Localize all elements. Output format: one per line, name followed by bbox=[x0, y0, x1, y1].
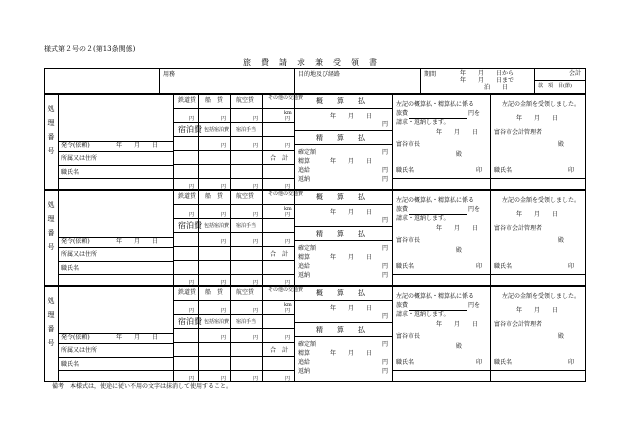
receiver-seal: 印 bbox=[568, 359, 575, 366]
request-block bbox=[44, 286, 586, 382]
yen-unit: 円 bbox=[221, 308, 227, 314]
mayor-honorific: 殿 bbox=[456, 343, 463, 350]
additional-payment-label: 追給 bbox=[298, 263, 311, 270]
km-unit: km bbox=[284, 110, 292, 116]
ship-fare-label: 船 賃 bbox=[205, 193, 224, 200]
confirmed-yen: 円 bbox=[382, 149, 389, 156]
yen-unit: 円 bbox=[253, 239, 259, 245]
request-date: 年 月 日 bbox=[436, 321, 479, 328]
yen-unit: 円 bbox=[189, 280, 195, 286]
accountant-label: 富谷市会計管理者 bbox=[494, 321, 543, 328]
yen-unit: 円 bbox=[221, 143, 227, 149]
seal-mark: 印 bbox=[476, 263, 483, 270]
refund-label: 返納 bbox=[298, 176, 311, 183]
process-number-label: 処 理 番 号 bbox=[47, 201, 55, 251]
km-unit: km bbox=[284, 302, 292, 308]
name-label: 職氏名 bbox=[61, 361, 80, 368]
issue-label: 発令(依頼) bbox=[61, 238, 90, 245]
yen-unit: 円 bbox=[253, 280, 259, 286]
process-number-label: 処 理 番 号 bbox=[47, 105, 55, 155]
accountant-honorific: 殿 bbox=[558, 333, 565, 340]
settlement-label: 精 算 払 bbox=[316, 134, 365, 142]
issue-date: 年 月 日 bbox=[116, 238, 159, 245]
air-fare-label: 航空賃 bbox=[236, 193, 255, 200]
yen-unit: 円 bbox=[285, 335, 291, 341]
confirmed-amount-label: 確定額 bbox=[298, 245, 317, 252]
process-number-label: 処 理 番 号 bbox=[47, 297, 55, 347]
purpose-label: 用務 bbox=[163, 71, 176, 78]
travel-expense-label: 旅費 bbox=[396, 110, 409, 117]
issue-date: 年 月 日 bbox=[116, 334, 159, 341]
yen-unit: 円 bbox=[253, 212, 259, 218]
dept-label: 所属又は住所 bbox=[61, 155, 98, 162]
refund-yen: 円 bbox=[382, 368, 389, 375]
name-label: 職氏名 bbox=[61, 265, 80, 272]
yen-unit: 円 bbox=[253, 376, 259, 382]
settlement-label: 精 算 払 bbox=[316, 326, 365, 334]
receiver-name-label: 職氏名 bbox=[494, 359, 513, 366]
refund-yen: 円 bbox=[382, 272, 389, 279]
yen-unit: 円 bbox=[285, 308, 291, 314]
applicant-name-label: 職氏名 bbox=[396, 167, 415, 174]
accountant-honorific: 殿 bbox=[558, 141, 565, 148]
destination-label: 目的地及び経路 bbox=[298, 71, 341, 78]
dept-label: 所属又は住所 bbox=[61, 251, 98, 258]
period-to: 年 月 日まで bbox=[460, 77, 515, 84]
advance-payment-label: 概 算 払 bbox=[316, 97, 365, 105]
confirmed-amount-label: 確定額 bbox=[298, 341, 317, 348]
yen-unit: 円 bbox=[189, 308, 195, 314]
travel-expense-label: 旅費 bbox=[396, 206, 409, 213]
yen-unit: 円 bbox=[285, 376, 291, 382]
meal-allowance-label: 宿泊手当 bbox=[236, 319, 257, 325]
request-return-text: 請求・返納します。 bbox=[396, 215, 450, 222]
yen-unit: 円 bbox=[189, 116, 195, 122]
lodging-sub-label: 包括宿泊費 bbox=[204, 223, 230, 229]
form-id: 様式第２号の２(第13条関係) bbox=[44, 45, 136, 53]
rail-fare-label: 鉄道賃 bbox=[178, 193, 197, 200]
other-transport-label: その他の交通費 bbox=[268, 287, 304, 293]
additional-yen: 円 bbox=[382, 263, 389, 270]
receiver-name-label: 職氏名 bbox=[494, 263, 513, 270]
yen-unit: 円 bbox=[221, 184, 227, 190]
request-statement: 左記の概算払・精算払に係る bbox=[396, 101, 475, 108]
yen-unit: 円 bbox=[189, 376, 195, 382]
yen-unit: 円 bbox=[253, 308, 259, 314]
air-fare-label: 航空賃 bbox=[236, 97, 255, 104]
advance-yen: 円 bbox=[382, 121, 389, 128]
settlement-date: 年 月 日 bbox=[330, 158, 373, 165]
yen-unit: 円 bbox=[221, 376, 227, 382]
request-statement: 左記の概算払・精算払に係る bbox=[396, 293, 475, 300]
mayor-honorific: 殿 bbox=[456, 247, 463, 254]
lodging-label: 宿泊費 bbox=[178, 125, 202, 134]
page-title: 旅 費 請 求 兼 受 領 書 bbox=[243, 58, 378, 67]
receiver-name-label: 職氏名 bbox=[494, 167, 513, 174]
yen-unit: 円 bbox=[189, 184, 195, 190]
other-transport-label: その他の交通費 bbox=[268, 191, 304, 197]
yen-unit: 円 bbox=[221, 212, 227, 218]
yen-unit: 円 bbox=[221, 116, 227, 122]
advance-payment-label: 概 算 払 bbox=[316, 289, 365, 297]
period-from: 年 月 日から bbox=[460, 70, 515, 77]
subtotal-label: 合 計 bbox=[270, 251, 289, 258]
subtotal-label: 合 計 bbox=[270, 347, 289, 354]
settlement-amount-label: 精算 bbox=[298, 158, 311, 165]
advance-payment-label: 概 算 払 bbox=[316, 193, 365, 201]
dept-label: 所属又は住所 bbox=[61, 347, 98, 354]
settlement-amount-label: 精算 bbox=[298, 350, 311, 357]
mayor-label: 富谷市長 bbox=[396, 141, 421, 148]
accountant-honorific: 殿 bbox=[558, 237, 565, 244]
rail-fare-label: 鉄道賃 bbox=[178, 289, 197, 296]
settlement-amount-label: 精算 bbox=[298, 254, 311, 261]
yen-unit: 円 bbox=[285, 239, 291, 245]
header-row bbox=[44, 68, 586, 94]
rail-fare-label: 鉄道賃 bbox=[178, 97, 197, 104]
request-yen: 円を bbox=[468, 302, 481, 309]
yen-unit: 円 bbox=[253, 184, 259, 190]
request-date: 年 月 日 bbox=[436, 129, 479, 136]
yen-unit: 円 bbox=[189, 212, 195, 218]
confirmed-amount-label: 確定額 bbox=[298, 149, 317, 156]
air-fare-label: 航空賃 bbox=[236, 289, 255, 296]
yen-unit: 円 bbox=[285, 212, 291, 218]
request-return-text: 請求・返納します。 bbox=[396, 119, 450, 126]
confirmed-yen: 円 bbox=[382, 245, 389, 252]
lodging-sub-label: 包括宿泊費 bbox=[204, 319, 230, 325]
additional-yen: 円 bbox=[382, 359, 389, 366]
ship-fare-label: 船 賃 bbox=[205, 97, 224, 104]
yen-unit: 円 bbox=[285, 184, 291, 190]
yen-unit: 円 bbox=[221, 335, 227, 341]
yen-unit: 円 bbox=[221, 239, 227, 245]
mayor-label: 富谷市長 bbox=[396, 237, 421, 244]
receipt-statement: 左記の金額を受領しました。 bbox=[502, 101, 581, 108]
yen-unit: 円 bbox=[253, 143, 259, 149]
lodging-label: 宿泊費 bbox=[178, 317, 202, 326]
issue-label: 発令(依頼) bbox=[61, 142, 90, 149]
receipt-statement: 左記の金額を受領しました。 bbox=[502, 197, 581, 204]
receiver-seal: 印 bbox=[568, 263, 575, 270]
issue-label: 発令(依頼) bbox=[61, 334, 90, 341]
advance-date: 年 月 日 bbox=[330, 209, 373, 216]
km-unit: km bbox=[284, 206, 292, 212]
accountant-label: 富谷市会計管理者 bbox=[494, 225, 543, 232]
additional-yen: 円 bbox=[382, 167, 389, 174]
total-label: 会計 bbox=[569, 70, 582, 77]
receipt-date: 年 月 日 bbox=[516, 307, 559, 314]
receipt-date: 年 月 日 bbox=[516, 115, 559, 122]
request-date: 年 月 日 bbox=[436, 225, 479, 232]
additional-payment-label: 追給 bbox=[298, 167, 311, 174]
lodging-label: 宿泊費 bbox=[178, 221, 202, 230]
yen-unit: 円 bbox=[285, 143, 291, 149]
applicant-name-label: 職氏名 bbox=[396, 263, 415, 270]
travel-expense-label: 旅費 bbox=[396, 302, 409, 309]
receipt-statement: 左記の金額を受領しました。 bbox=[502, 293, 581, 300]
request-return-text: 請求・返納します。 bbox=[396, 311, 450, 318]
advance-yen: 円 bbox=[382, 217, 389, 224]
yen-unit: 円 bbox=[285, 280, 291, 286]
seal-mark: 印 bbox=[476, 359, 483, 366]
yen-unit: 円 bbox=[285, 116, 291, 122]
mayor-label: 富谷市長 bbox=[396, 333, 421, 340]
nights-days: 泊 日 bbox=[484, 84, 509, 91]
yen-unit: 円 bbox=[221, 280, 227, 286]
confirmed-yen: 円 bbox=[382, 341, 389, 348]
advance-date: 年 月 日 bbox=[330, 113, 373, 120]
applicant-name-label: 職氏名 bbox=[396, 359, 415, 366]
receipt-date: 年 月 日 bbox=[516, 211, 559, 218]
additional-payment-label: 追給 bbox=[298, 359, 311, 366]
name-label: 職氏名 bbox=[61, 169, 80, 176]
subtotal-label: 合 計 bbox=[270, 155, 289, 162]
refund-label: 返納 bbox=[298, 368, 311, 375]
settlement-date: 年 月 日 bbox=[330, 254, 373, 261]
request-block bbox=[44, 94, 586, 190]
advance-date: 年 月 日 bbox=[330, 305, 373, 312]
request-yen: 円を bbox=[468, 206, 481, 213]
yen-unit: 円 bbox=[253, 335, 259, 341]
seal-mark: 印 bbox=[476, 167, 483, 174]
yen-unit: 円 bbox=[253, 116, 259, 122]
remarks-note: 備考 本様式は，使途に従い不用の文字は抹消して使用すること。 bbox=[52, 383, 233, 390]
period-label: 期間 bbox=[424, 71, 437, 78]
ship-fare-label: 船 賃 bbox=[205, 289, 224, 296]
receiver-seal: 印 bbox=[568, 167, 575, 174]
refund-yen: 円 bbox=[382, 176, 389, 183]
other-transport-label: その他の交通費 bbox=[268, 95, 304, 101]
refund-label: 返納 bbox=[298, 272, 311, 279]
advance-yen: 円 bbox=[382, 313, 389, 320]
request-statement: 左記の概算払・精算払に係る bbox=[396, 197, 475, 204]
accountant-label: 富谷市会計管理者 bbox=[494, 129, 543, 136]
settlement-label: 精 算 払 bbox=[316, 230, 365, 238]
mayor-honorific: 殿 bbox=[456, 151, 463, 158]
request-block bbox=[44, 190, 586, 286]
lodging-sub-label: 包括宿泊費 bbox=[204, 127, 230, 133]
meal-allowance-label: 宿泊手当 bbox=[236, 223, 257, 229]
meal-allowance-label: 宿泊手当 bbox=[236, 127, 257, 133]
request-yen: 円を bbox=[468, 110, 481, 117]
settlement-date: 年 月 日 bbox=[330, 350, 373, 357]
code-label: 款 項 目(節) bbox=[538, 83, 572, 89]
issue-date: 年 月 日 bbox=[116, 142, 159, 149]
